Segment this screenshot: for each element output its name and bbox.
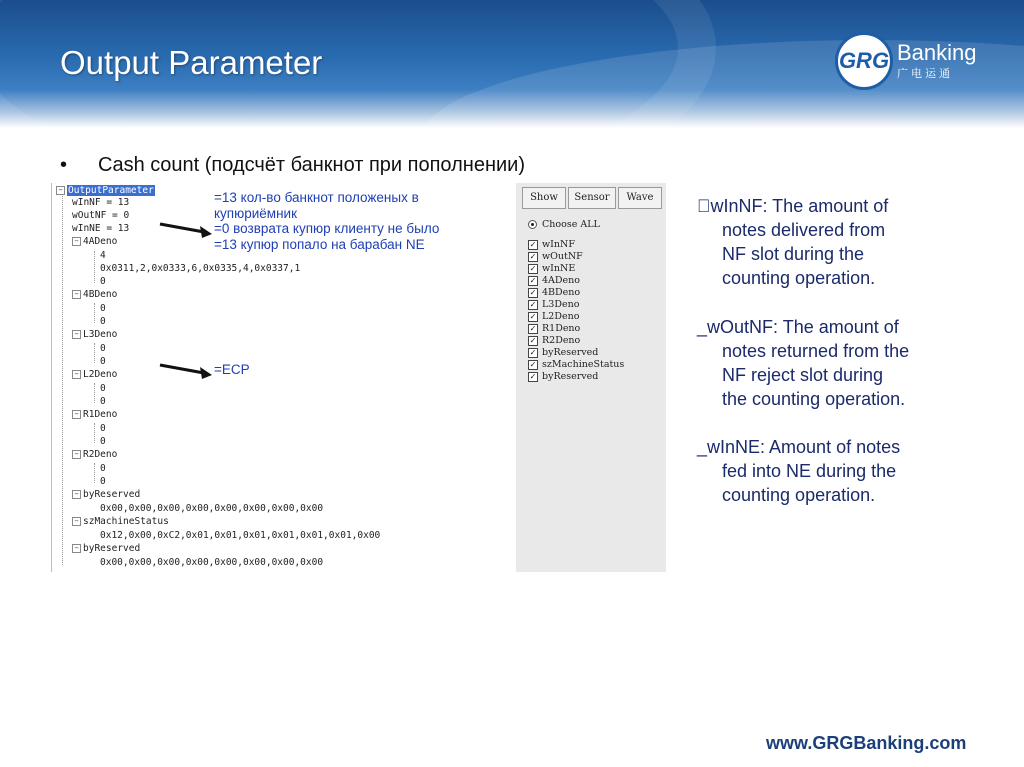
logo-word: Banking [897,40,977,65]
tree-guide-l3deno [94,343,95,363]
collapse-icon[interactable]: − [56,186,65,195]
tree-leaf[interactable]: 0 [100,303,106,314]
tree-leaf[interactable]: 0 [100,316,106,327]
checkbox-checked-icon[interactable]: ✓ [529,299,537,309]
checkbox-checked-icon[interactable]: ✓ [529,323,537,333]
checkbox-checked-icon[interactable]: ✓ [529,311,537,321]
collapse-icon[interactable]: − [72,490,81,499]
tree-leaf[interactable]: wOutNF = 0 [72,210,130,221]
tree-guide-root [62,193,63,565]
tree-node[interactable]: − R1Deno [72,409,117,421]
tree-leaf[interactable]: 0 [100,396,106,407]
annotation-arrow-icon [158,360,214,382]
logo-text [897,41,977,81]
show-button[interactable]: Show [522,187,566,209]
tree-leaf[interactable]: 0 [100,356,106,367]
tree-leaf[interactable]: 0 [100,383,106,394]
tree-node[interactable]: − L2Deno [72,369,117,381]
annotation-arrow-icon [158,218,214,240]
radio-icon[interactable] [528,220,537,229]
choose-all-radio[interactable] [528,219,600,230]
tree-leaf[interactable]: 0 [100,343,106,354]
checkbox-checked-icon[interactable]: ✓ [529,371,537,381]
bullet-text: Cash count (подсчёт банкнот при пополнении) [98,154,526,176]
checkbox-checked-icon[interactable]: ✓ [529,275,537,285]
checkbox-4adeno[interactable]: ✓ 4ADeno [529,275,580,286]
bullet-marker: • [60,154,68,176]
tree-leaf[interactable]: 0x00,0x00,0x00,0x00,0x00,0x00,0x00,0x00 [100,557,324,568]
logo-sub: 广电运通 [897,68,953,80]
collapse-icon[interactable]: − [72,330,81,339]
checkbox-szmachinestatus[interactable]: ✓ szMachineStatus [529,359,625,370]
tree-leaf[interactable]: 0x00,0x00,0x00,0x00,0x00,0x00,0x00,0x00 [100,503,324,514]
tree-guide-l2deno [94,383,95,403]
checkbox-checked-icon[interactable]: ✓ [529,347,537,357]
tree-node[interactable]: − byReserved [72,543,140,555]
tree-leaf[interactable]: 0 [100,476,106,487]
annotation-counts [214,190,439,252]
tree-node[interactable]: − L3Deno [72,329,117,341]
annotation-ecp: =ECP [214,362,250,377]
annotation-line: =0 возврата купюр клиенту не было [214,221,440,236]
tree-root[interactable]: − OutputParameter [56,185,155,197]
checkbox-byreserved[interactable]: ✓ byReserved [529,347,599,358]
description-woutnf: _wOutNF: The amount of notes returned from the NF reject slot during the counting operation. [697,317,910,409]
annotation-line: купюриёмник [214,205,297,221]
tree-leaf[interactable]: wInNF = 13 [72,197,130,208]
collapse-icon[interactable]: − [72,517,81,526]
collapse-icon[interactable]: − [72,450,81,459]
desc-marker: _ [697,317,708,337]
annotation-line: =13 кол-во банкнот положеных в [214,190,419,205]
grg-logo [835,34,977,88]
page-title: Output Parameter [60,44,323,81]
collapse-icon[interactable]: − [72,544,81,553]
field-selector-panel [516,183,666,572]
checkbox-4bdeno[interactable]: ✓ 4BDeno [529,287,581,298]
checkbox-checked-icon[interactable]: ✓ [529,359,537,369]
checkbox-winne[interactable]: ✓ wInNE [529,263,576,274]
tree-node[interactable]: − R2Deno [72,449,117,461]
annotation-line: =13 купюр попало на барабан NE [214,236,425,252]
tree-guide-4adeno [94,251,95,283]
tree-node[interactable]: − 4BDeno [72,289,117,301]
tree-guide-r1deno [94,423,95,443]
checkbox-checked-icon[interactable]: ✓ [529,287,537,297]
logo-mark: GRG [835,32,893,90]
tree-leaf[interactable]: 0 [100,423,106,434]
checkbox-checked-icon[interactable]: ✓ [529,239,537,249]
desc-marker: _ [697,437,708,457]
collapse-icon[interactable]: − [72,290,81,299]
checkbox-l3deno[interactable]: ✓ L3Deno [529,299,580,310]
tree-guide-r2deno [94,463,95,483]
tree-leaf[interactable]: 0 [100,276,106,287]
description-winnf: wInNF: The amount of notes delivered from NF slot during the counting operation. [697,196,886,288]
checkbox-checked-icon[interactable]: ✓ [529,263,537,273]
tree-node[interactable]: − byReserved [72,489,140,501]
checkbox-r1deno[interactable]: ✓ R1Deno [529,323,581,334]
checkbox-checked-icon[interactable]: ✓ [529,335,537,345]
collapse-icon[interactable]: − [72,237,81,246]
desc-marker [697,196,711,216]
footer-url[interactable]: www.GRGBanking.com [766,733,967,753]
tree-leaf[interactable]: 0 [100,436,106,447]
checkbox-checked-icon[interactable]: ✓ [529,251,537,261]
sensor-button[interactable]: Sensor [568,187,616,209]
collapse-icon[interactable]: − [72,410,81,419]
tree-guide-4bdeno [94,303,95,323]
header-banner [0,0,1024,128]
tree-node[interactable]: − 4ADeno [72,236,117,248]
collapse-icon[interactable]: − [72,370,81,379]
tree-leaf[interactable]: 4 [100,250,106,261]
tree-leaf[interactable]: 0 [100,463,106,474]
checkbox-byreserved-2[interactable]: ✓ byReserved [529,371,599,382]
tree-node[interactable]: − szMachineStatus [72,516,169,528]
description-winne: _wInNE: Amount of notes fed into NE during the counting operation. [697,437,901,505]
tree-leaf[interactable]: 0x12,0x00,0xC2,0x01,0x01,0x01,0x01,0x01,0x01,0x00 [100,530,381,541]
checkbox-l2deno[interactable]: ✓ L2Deno [529,311,580,322]
wave-button[interactable]: Wave [618,187,662,209]
checkbox-woutnf[interactable]: ✓ wOutNF [529,251,583,262]
tree-leaf[interactable]: 0x0311,2,0x0333,6,0x0335,4,0x0337,1 [100,263,301,274]
tree-leaf[interactable]: wInNE = 13 [72,223,130,234]
checkbox-r2deno[interactable]: ✓ R2Deno [529,335,581,346]
checkbox-winnf[interactable]: ✓ wInNF [529,239,575,250]
choose-all-label: Choose ALL [542,219,600,230]
